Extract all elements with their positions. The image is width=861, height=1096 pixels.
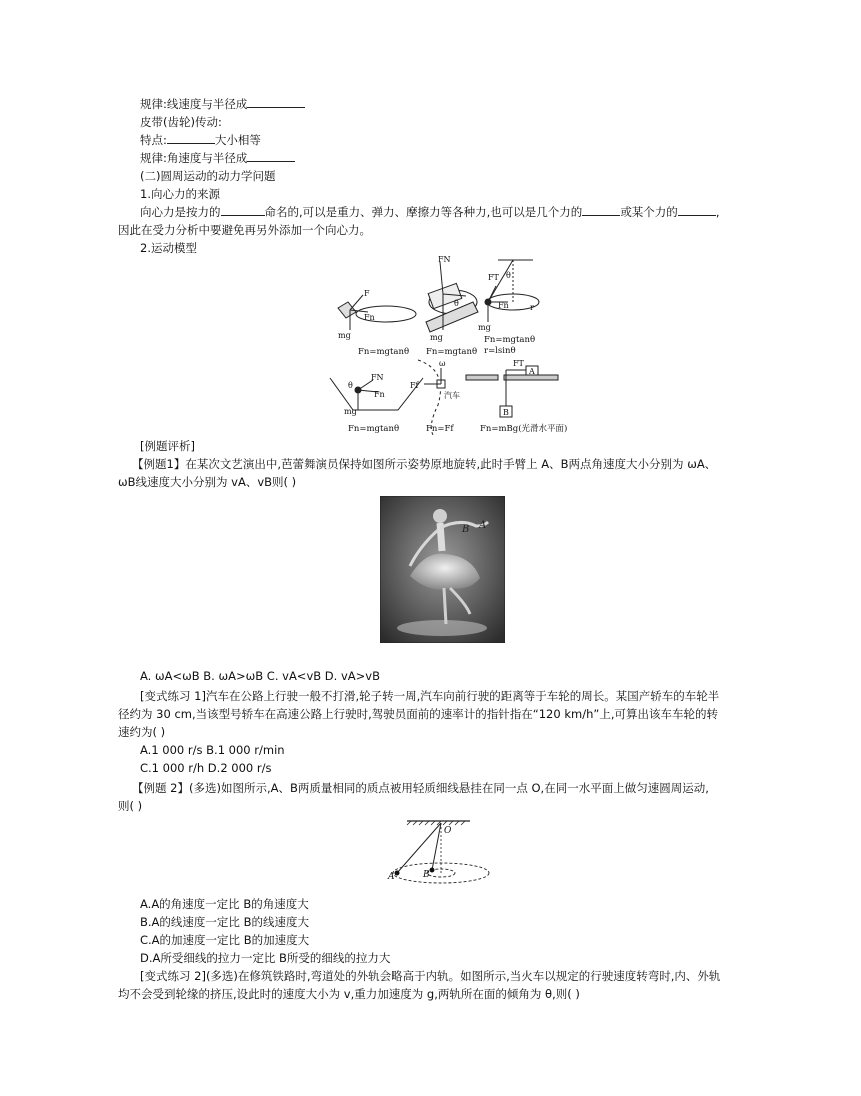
conical-pendulum-figure [385, 815, 510, 885]
caption-model-3b: r=lsinθ [484, 346, 516, 356]
example-2-line-2: 则( ) [118, 799, 143, 813]
label-A: A [529, 367, 535, 376]
label-FT: FT [488, 273, 499, 282]
label-mg: mg [338, 331, 351, 340]
caption-model-4: Fn=mgtanθ [348, 424, 400, 434]
text-line-7: 向心力是按力的 命名的,可以是重力、弹力、摩擦力等各种力,也可以是几个力的 或某个力的 , [140, 205, 720, 219]
caption-model-2: Fn=mgtanθ [426, 347, 478, 357]
point-label-A: A [479, 520, 487, 531]
text-line-10: [例题评析] [140, 439, 195, 453]
example-2-option-D: D.A所受细线的拉力一定比 B所受的细线的拉力大 [140, 951, 391, 965]
fill-blank [221, 204, 265, 216]
example-2-option-A: A.A的角速度一定比 B的角速度大 [140, 897, 309, 911]
caption-model-6: Fn=mBg(光滑水平面) [480, 424, 568, 434]
caption-model-1: Fn=mgtanθ [358, 347, 410, 357]
mass-label-A: A [388, 872, 395, 882]
label-theta-3: θ [348, 381, 353, 390]
exercise-1-options-2: C.1 000 r/h D.2 000 r/s [140, 761, 272, 775]
label-B: B [503, 408, 509, 417]
point-label-B: B [462, 524, 470, 535]
label-FN-2: FN [371, 373, 384, 382]
label-Fn-2: Fn [498, 301, 509, 310]
text-line-1: 规律:线速度与半径成 [140, 96, 305, 112]
text-line-2: 皮带(齿轮)传动: [140, 115, 222, 129]
caption-model-5: Fn=Ff [426, 424, 454, 434]
label-F: F [364, 289, 370, 298]
label-FT-2: FT [513, 359, 524, 368]
exercise-1-line-3: 速约为( ) [118, 725, 166, 739]
example-1-options: A. ωA<ωB B. ωA>ωB C. vA<vB D. vA>vB [140, 669, 380, 683]
fill-blank [247, 96, 305, 108]
text-line-3: 特点: 大小相等 [140, 133, 261, 147]
label-mg-3: mg [478, 323, 491, 332]
label-r: r [530, 303, 534, 312]
mass-label-B: B [423, 870, 430, 880]
exercise-1-line-1: [变式练习 1]汽车在公路上行驶一般不打滑,轮子转一周,汽车向前行驶的距离等于车轮的周长。某国产轿车的车轮半 [140, 689, 720, 703]
pivot-label-O: O [444, 826, 452, 836]
text-line-6: 1.向心力的来源 [140, 187, 220, 201]
label-omega: ω [439, 359, 446, 368]
label-Fn-3: Fn [374, 390, 385, 399]
label-mg-2: mg [430, 333, 443, 342]
label-Ff: Ff [410, 381, 419, 390]
text-line-9: 2.运动模型 [140, 241, 197, 255]
text-line-4: 规律:角速度与半径成 [140, 150, 295, 166]
label-FN: FN [438, 255, 451, 264]
exercise-2-line-1: [变式练习 2](多选)在修筑铁路时,弯道处的外轨会略高于内轨。如图所示,当火车以规定的行驶速度转弯时,内、外轨 [140, 969, 721, 983]
example-2-option-C: C.A的加速度一定比 B的加速度大 [140, 933, 310, 947]
section-heading: (二)圆周运动的动力学问题 [140, 169, 276, 183]
motion-models-figure [318, 250, 568, 435]
caption-model-3a: Fn=mgtanθ [484, 335, 536, 345]
label-Fn: Fn [364, 313, 375, 322]
example-1-line-1: 【例题1】在某次文艺演出中,芭蕾舞演员保持如图所示姿势原地旋转,此时手臂上 A、B两点角速度大小分别为 ωA、 [132, 457, 717, 471]
label-car: 汽车 [444, 391, 460, 400]
text-line-8: 因此在受力分析中要避免再另外添加一个向心力。 [118, 223, 371, 237]
exercise-1-line-2: 径约为 30 cm,当该型号轿车在高速公路上行驶时,驾驶员面前的速率计的指针指在“120 km/h”上,可算出该车车轮的转 [118, 707, 718, 721]
fill-blank [678, 204, 716, 216]
label-theta-2: θ [506, 271, 511, 280]
example-2-option-B: B.A的线速度一定比 B的线速度大 [140, 915, 309, 929]
example-2-line-1: 【例题 2】(多选)如图所示,A、B两质量相同的质点被用轻质细线悬挂在同一点 O,在同一水平面上做匀速圆周运动, [132, 781, 709, 795]
example-1-line-2: ωB线速度大小分别为 vA、vB则( ) [118, 475, 297, 489]
exercise-2-line-2: 均不会受到轮缘的挤压,设此时的速度大小为 v,重力加速度为 g,两轨所在面的倾角为 θ,则( ) [118, 987, 580, 1001]
fill-blank [582, 204, 620, 216]
fill-blank [247, 150, 295, 162]
label-theta: θ [454, 299, 459, 308]
fill-blank [167, 132, 215, 144]
ballet-dancer-photo [380, 496, 505, 643]
exercise-1-options-1: A.1 000 r/s B.1 000 r/min [140, 743, 285, 757]
label-mg-4: mg [344, 407, 357, 416]
